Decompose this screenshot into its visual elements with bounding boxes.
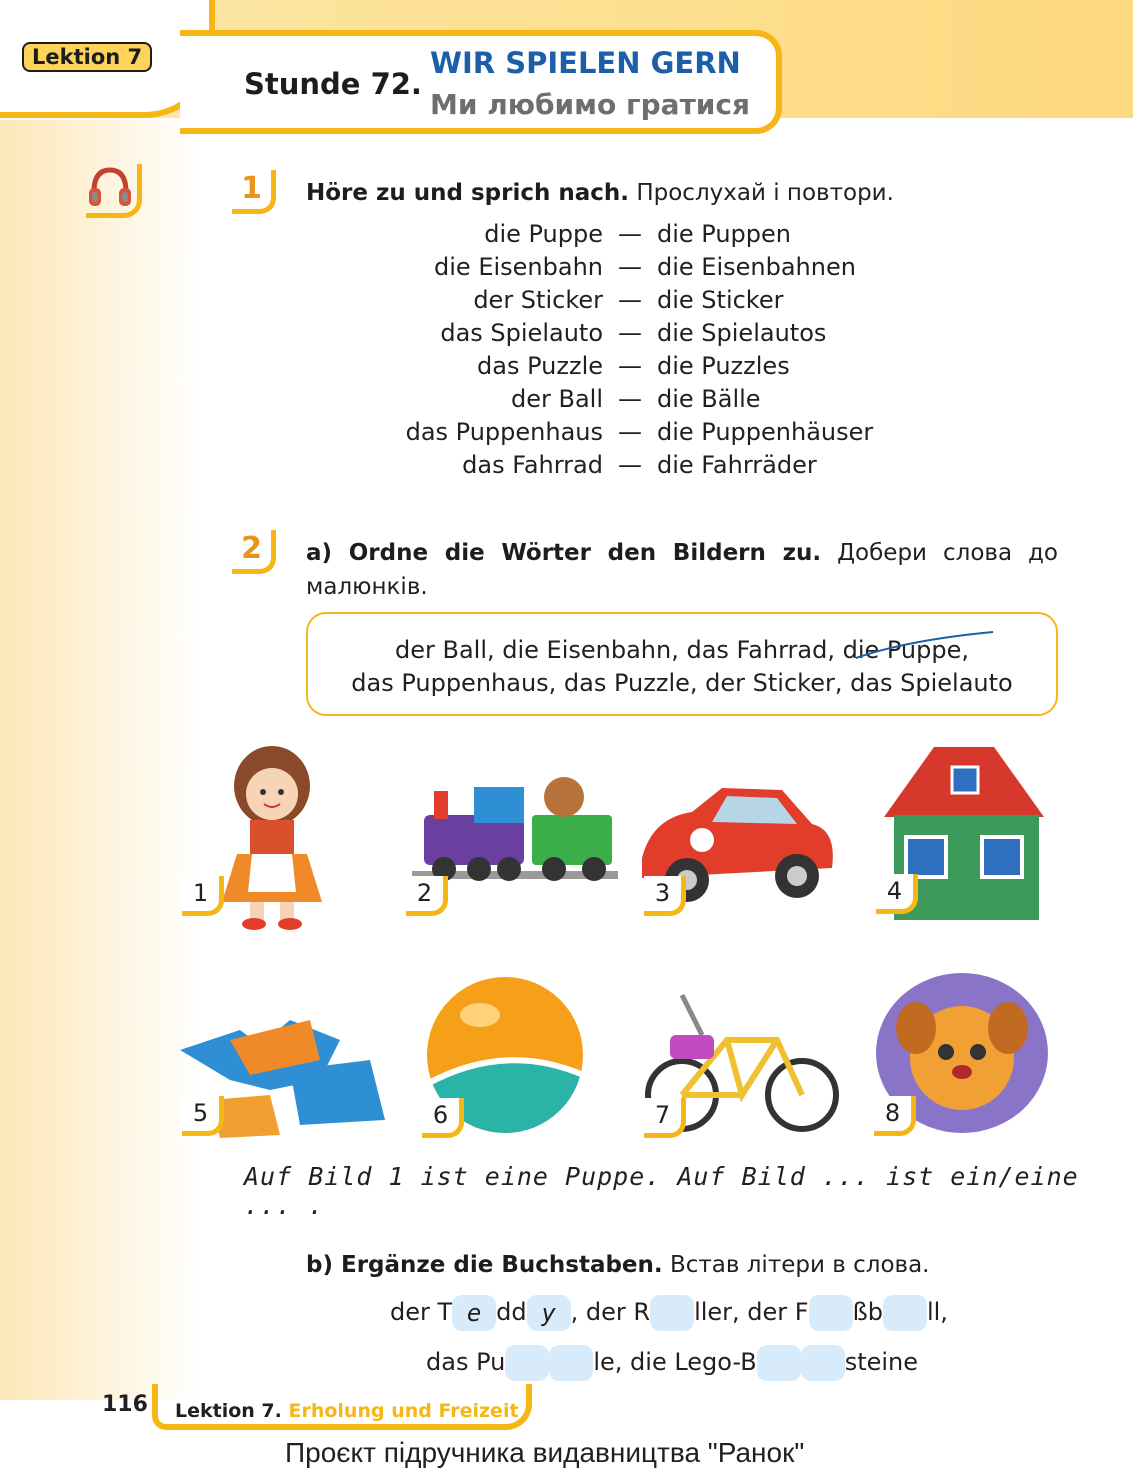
word-box-line-1: der Ball, die Eisenbahn, das Fahrrad, die Puppe,	[394, 636, 970, 664]
letter-blank[interactable]	[757, 1345, 801, 1381]
plural-pair	[300, 286, 1000, 319]
bicycle-image	[642, 975, 842, 1165]
plural-pair	[300, 385, 1000, 418]
plural: die Sticker	[657, 286, 784, 314]
plural-pair	[300, 352, 1000, 385]
word-part: der T	[390, 1298, 453, 1326]
singular: das Puzzle	[477, 352, 603, 380]
letter-blank[interactable]	[505, 1345, 549, 1381]
plural-list	[300, 220, 1000, 484]
word-part: , der R	[570, 1298, 651, 1326]
letter-blank[interactable]: e	[452, 1295, 496, 1331]
task2a-instruction-de: a) Ordne die Wörter den Bildern zu.	[306, 540, 822, 566]
task-number-2: 2	[232, 530, 276, 574]
toy-car-image	[632, 768, 842, 958]
task2b-instruction-de: b) Ergänze die Buchstaben.	[306, 1252, 663, 1278]
title-ukrainian: Ми любимо гратися	[430, 88, 750, 121]
toy-train-image	[404, 745, 624, 935]
publisher-note: Проєкт підручника видавництва "Ранок"	[285, 1437, 805, 1468]
plural-pair	[300, 319, 1000, 352]
singular: das Puppenhaus	[405, 418, 603, 446]
doll-image	[192, 742, 392, 932]
word-box	[306, 612, 1058, 716]
task2a-instruction-ua: Добери слова до малюнків.	[306, 540, 1059, 600]
word-box-line-2: das Puppenhaus, das Puzzle, der Sticker, das Spielauto	[351, 669, 1013, 697]
footer-lektion: Lektion 7.	[175, 1400, 282, 1422]
task2b-instruction	[306, 1248, 929, 1282]
letter-blank[interactable]	[809, 1295, 853, 1331]
stunde-label: Stunde 72.	[244, 67, 422, 101]
lektion-badge: Lektion 7	[22, 42, 152, 72]
letter-blank[interactable]	[883, 1295, 927, 1331]
fill-letters-line-1	[390, 1292, 948, 1332]
dash: —	[618, 418, 642, 446]
plural: die Spielautos	[657, 319, 827, 347]
task2b-instruction-ua: Встав літери в слова.	[669, 1252, 930, 1278]
dash: —	[618, 352, 642, 380]
dollhouse-image	[874, 737, 1054, 927]
picture-number: 5	[182, 1096, 224, 1136]
footer-topic: Erholung und Freizeit	[288, 1400, 519, 1422]
headphones-icon[interactable]	[86, 164, 142, 218]
picture-number: 1	[182, 876, 224, 916]
footer-title	[175, 1400, 519, 1422]
page-number: 116	[102, 1392, 148, 1417]
word-part: das Pu	[426, 1348, 506, 1376]
ball-image	[420, 970, 590, 1160]
title-german: WIR SPIELEN GERN	[430, 46, 741, 80]
fill-letters-line-2	[426, 1342, 918, 1382]
dash: —	[618, 253, 642, 281]
picture-number: 6	[422, 1098, 464, 1138]
singular: das Spielauto	[440, 319, 603, 347]
dash: —	[618, 220, 642, 248]
letter-blank[interactable]	[650, 1295, 694, 1331]
picture-number: 8	[874, 1096, 916, 1136]
word-part: ßb	[852, 1298, 883, 1326]
singular: die Puppe	[484, 220, 603, 248]
plural: die Eisenbahnen	[657, 253, 856, 281]
task1-instruction	[306, 176, 894, 210]
picture-number: 2	[406, 876, 448, 916]
plural-pair	[300, 418, 1000, 451]
plural: die Puppenhäuser	[657, 418, 874, 446]
strike-through-icon	[848, 626, 998, 666]
task1-instruction-de: Höre zu und sprich nach.	[306, 180, 630, 206]
plural-pair	[300, 451, 1000, 484]
picture-number: 4	[876, 874, 918, 914]
word-part: ller, der F	[694, 1298, 809, 1326]
singular: der Sticker	[473, 286, 603, 314]
dash: —	[618, 451, 642, 479]
task-number-1: 1	[232, 170, 276, 214]
dash: —	[618, 319, 642, 347]
plural: die Fahrräder	[657, 451, 817, 479]
example-sentence: Auf Bild 1 ist eine Puppe. Auf Bild ... ist ein/eine ... .	[244, 1162, 1079, 1220]
plural: die Puppen	[657, 220, 792, 248]
word-part: dd	[496, 1298, 527, 1326]
dash: —	[618, 385, 642, 413]
sticker-image	[872, 968, 1052, 1158]
singular: das Fahrrad	[462, 451, 603, 479]
plural-pair	[300, 253, 1000, 286]
plural: die Puzzles	[657, 352, 790, 380]
dash: —	[618, 286, 642, 314]
letter-blank[interactable]: y	[527, 1295, 571, 1331]
word-part: ll,	[926, 1298, 948, 1326]
singular: die Eisenbahn	[434, 253, 603, 281]
singular: der Ball	[510, 385, 603, 413]
letter-blank[interactable]	[801, 1345, 845, 1381]
word-part: le, die Lego-B	[593, 1348, 757, 1376]
task1-instruction-ua: Прослухай і повтори.	[636, 180, 894, 206]
side-band	[0, 120, 200, 1400]
task2a-instruction	[306, 536, 1058, 604]
word-part: steine	[844, 1348, 919, 1376]
plural-pair	[300, 220, 1000, 253]
picture-number: 7	[644, 1098, 686, 1138]
picture-number: 3	[644, 876, 686, 916]
plural: die Bälle	[657, 385, 761, 413]
letter-blank[interactable]	[549, 1345, 593, 1381]
